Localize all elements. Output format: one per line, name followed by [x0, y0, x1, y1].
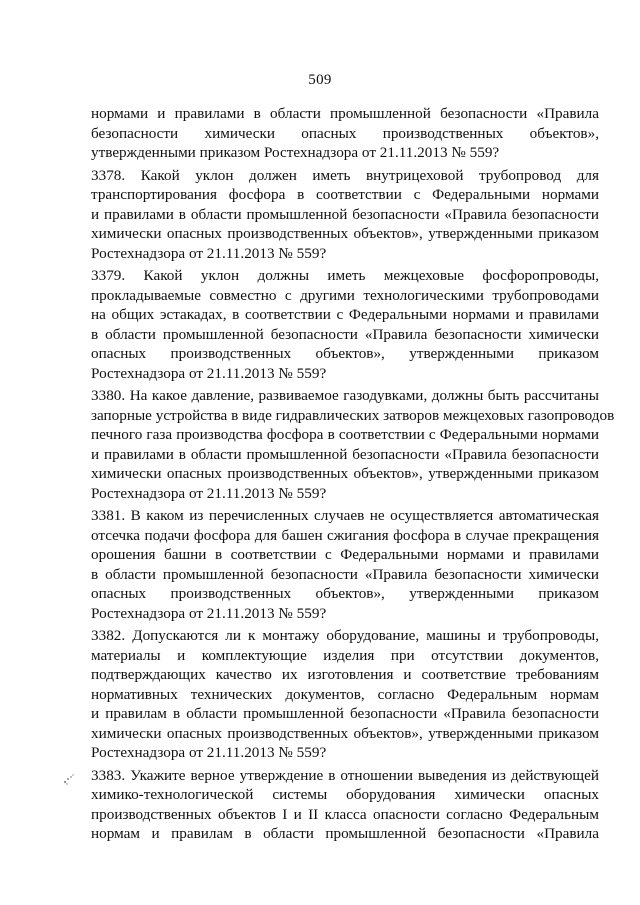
text-line: опасных производственных объектов», утвержденными приказом — [91, 585, 599, 602]
text-line: 3380. На какое давление, развиваемое газодувками, должны быть рассчитаны — [91, 387, 599, 404]
text-line: и правилами в области промышленной безопасности «Правила безопасности — [91, 205, 599, 223]
text-line: химически опасных производственных объектов», утвержденными приказом — [91, 724, 599, 742]
text-line: Ростехнадзора от 21.11.2013 № 559? — [91, 364, 327, 382]
text-line: орошения башни в соответствии с Федеральными нормами и правилами — [91, 546, 599, 563]
continued-question — [91, 104, 599, 163]
text-line: производственных объектов I и II класса опасности согласно Федеральным — [91, 805, 599, 823]
question-paragraph — [91, 386, 615, 503]
text-line: Ростехнадзора от 21.11.2013 № 559? — [91, 744, 327, 761]
text-line: химически опасных производственных объектов», утвержденными приказом — [91, 225, 599, 242]
text-line: Ростехнадзора от 21.11.2013 № 559? — [91, 244, 327, 262]
text-line: запорные устройства в виде гидравлических затворов межцеховых газопроводов — [91, 406, 615, 424]
text-line: химико-технологической системы оборудования химически опасных — [91, 786, 599, 803]
question-paragraph — [91, 266, 599, 383]
text-line: 3383. Укажите верное утверждение в отношении выведения из действующей — [91, 766, 599, 784]
text-line: утвержденными приказом Ростехнадзора от 21.11.2013 № 559? — [91, 144, 500, 161]
text-line: 3382. Допускаются ли к монтажу оборудование, машины и трубопроводы, — [91, 627, 599, 644]
text-line: химически опасных производственных объектов», утвержденными приказом — [91, 465, 599, 482]
text-line: Ростехнадзора от 21.11.2013 № 559? — [91, 604, 327, 622]
text-line: в области промышленной безопасности «Правила безопасности химически — [91, 565, 599, 583]
text-line: 3379. Какой уклон должны иметь межцеховые фосфоропроводы, — [91, 267, 599, 284]
text-line: в области промышленной безопасности «Правила безопасности химически — [91, 325, 599, 343]
text-line: подтверждающих качество их изготовления и соответствие требованиям — [91, 666, 599, 683]
text-line: нормами и правилами в области промышленной безопасности «Правила — [91, 105, 599, 122]
text-line: и правилами в области промышленной безопасности «Правила безопасности — [91, 445, 599, 463]
text-line: на общих эстакадах, в соответствии с Федеральными нормами и правилами — [91, 306, 599, 323]
text-line: опасных производственных объектов», утвержденными приказом — [91, 345, 599, 362]
question-list — [91, 104, 615, 847]
text-line: и правилам в области промышленной безопасности «Правила безопасности — [91, 705, 599, 722]
text-line: нормативных технических документов, согласно Федеральным нормам — [91, 685, 599, 703]
question-paragraph — [91, 626, 599, 763]
text-line: печного газа производства фосфора в соответствии с Федеральными нормами — [91, 426, 599, 443]
text-line: транспортирования фосфора в соответствии с Федеральными нормами — [91, 186, 599, 203]
text-line: 3378. Какой уклон должен иметь внутрицеховой трубопровод для — [91, 166, 599, 184]
text-line: 3381. В каком из перечисленных случаев не осуществляется автоматическая — [91, 507, 599, 524]
text-line: прокладываемые совместно с другими технологическими трубопроводами — [91, 286, 599, 304]
text-line: нормам и правилам в области промышленной безопасности «Правила — [91, 825, 599, 842]
text-line: безопасности химически опасных производственных объектов», — [91, 124, 599, 142]
question-paragraph — [91, 766, 599, 844]
text-line: отсечка подачи фосфора для башен сжигания фосфора в случае прекращения — [91, 526, 599, 544]
text-line: материалы и комплектующие изделия при отсутствии документов, — [91, 646, 599, 664]
question-paragraph — [91, 506, 599, 623]
scan-mark-icon — [62, 770, 76, 786]
page-number: 509 — [308, 72, 332, 88]
text-line: Ростехнадзора от 21.11.2013 № 559? — [91, 484, 327, 502]
question-paragraph — [91, 166, 599, 264]
